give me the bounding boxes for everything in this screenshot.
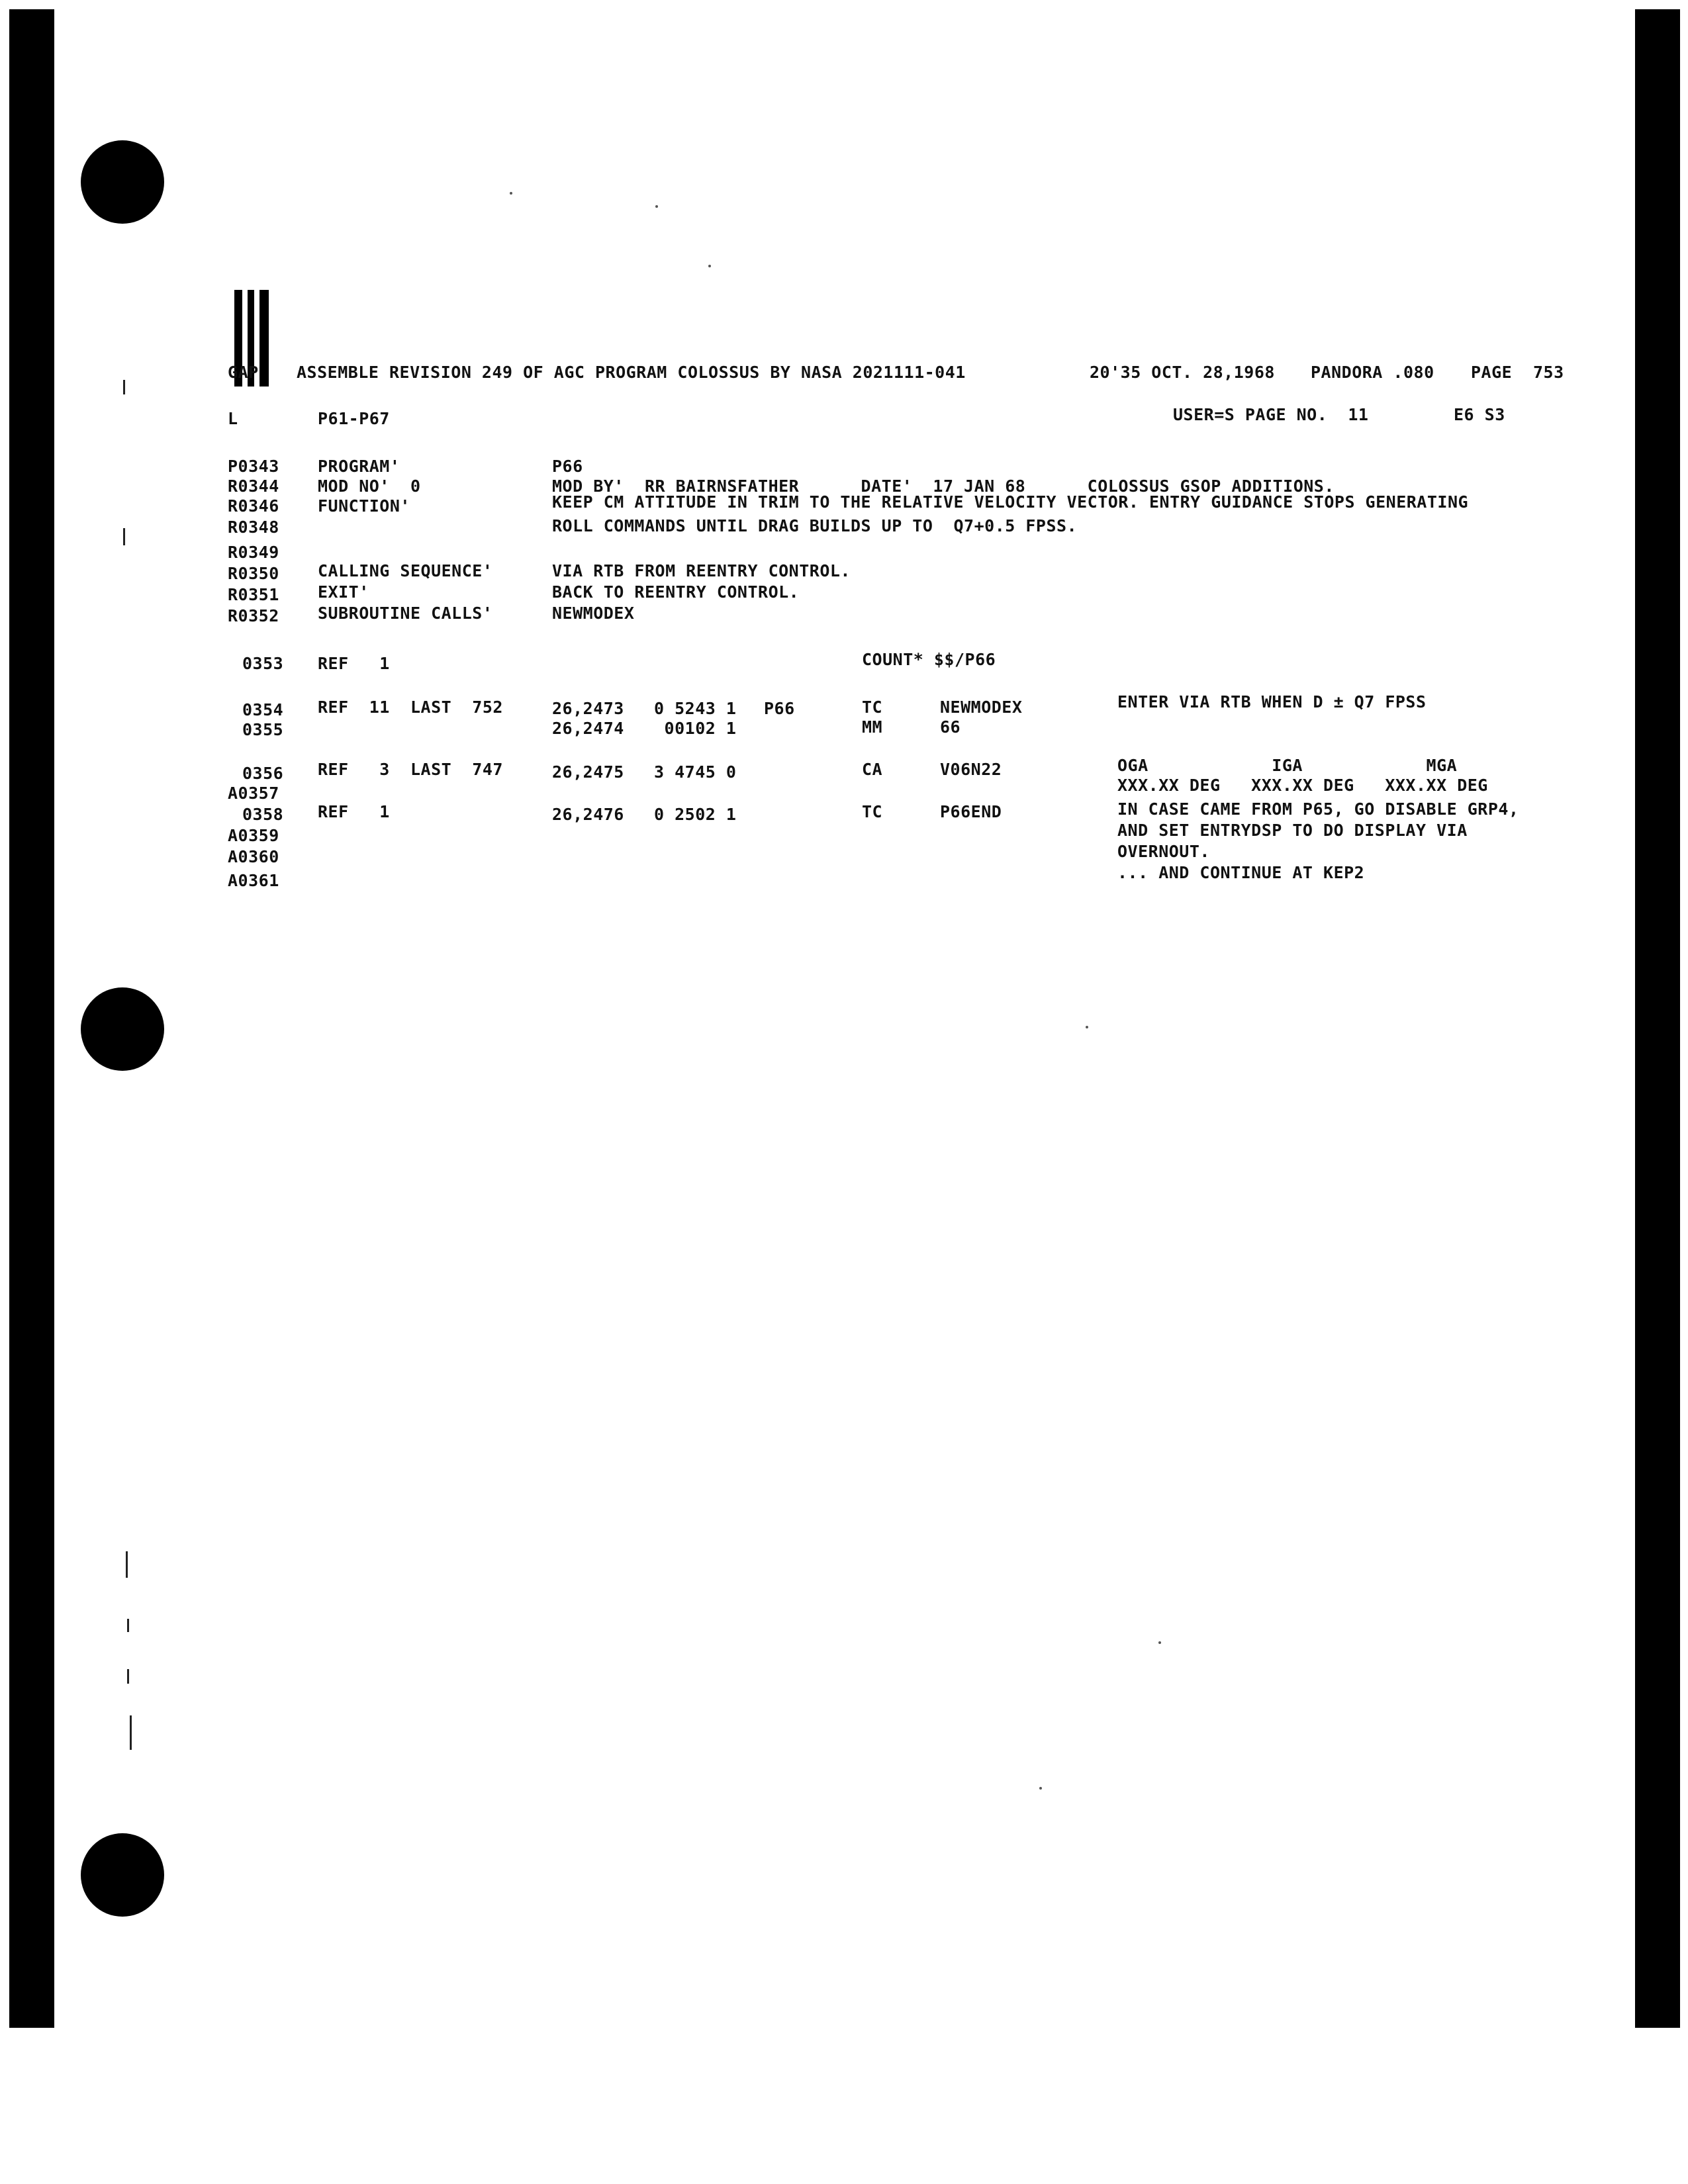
header-page-number: 753: [1533, 363, 1564, 382]
subheader-user-page: USER=S PAGE NO. 11: [1173, 405, 1369, 424]
code-operand: V06N22: [940, 760, 1002, 779]
punch-hole-top: [81, 140, 164, 224]
remark-text: MOD BY' RR BAIRNSFATHER DATE' 17 JAN 68 COLOSSUS GSOP ADDITIONS.: [552, 477, 1335, 496]
code-word: 3 4745 0: [654, 762, 737, 782]
ref-count: REF 11 LAST 752: [318, 698, 503, 717]
line-number: R0351: [228, 585, 279, 604]
ref-count: REF 1: [318, 654, 390, 673]
line-number: R0348: [228, 518, 279, 537]
code-operand: 66: [940, 717, 961, 737]
code-address: 26,2473: [552, 699, 624, 718]
code-address: 26,2476: [552, 805, 624, 824]
code-word: 0 2502 1: [654, 805, 737, 824]
remark-text: BACK TO REENTRY CONTROL.: [552, 582, 800, 602]
line-number: 0355: [242, 720, 284, 739]
remark-text: ROLL COMMANDS UNTIL DRAG BUILDS UP TO Q7+0.5 FPSS.: [552, 516, 1078, 535]
line-number: R0346: [228, 496, 279, 516]
margin-mark: [127, 1669, 129, 1684]
code-comment: AND SET ENTRYDSP TO DO DISPLAY VIA: [1117, 821, 1468, 840]
line-number: A0359: [228, 826, 279, 845]
scan-speck: [655, 205, 658, 208]
remark-text: P66: [552, 457, 583, 476]
margin-mark: [123, 528, 125, 545]
code-word: 00102 1: [654, 719, 737, 738]
code-op: TC: [862, 698, 883, 717]
code-tag: P66: [764, 699, 795, 718]
line-number: 0356: [242, 764, 284, 783]
line-number: 0353: [242, 654, 284, 673]
header-prefix: GAP: [228, 363, 259, 382]
line-number: 0358: [242, 805, 284, 824]
remark-text: NEWMODEX: [552, 604, 635, 623]
line-number: A0360: [228, 847, 279, 866]
code-op: CA: [862, 760, 883, 779]
remark-label: CALLING SEQUENCE': [318, 561, 493, 580]
scan-border-left: [9, 9, 54, 2028]
code-address: 26,2475: [552, 762, 624, 782]
line-number: A0357: [228, 784, 279, 803]
remark-text: KEEP CM ATTITUDE IN TRIM TO THE RELATIVE VELOCITY VECTOR. ENTRY GUIDANCE STOPS GENERATING: [552, 492, 1469, 512]
header-timestamp: 20'35 OCT. 28,1968: [1090, 363, 1275, 382]
remark-text: VIA RTB FROM REENTRY CONTROL.: [552, 561, 851, 580]
scan-speck: [510, 192, 512, 195]
margin-mark: [130, 1715, 132, 1750]
line-number: R0349: [228, 543, 279, 562]
punch-hole-bottom: [81, 1833, 164, 1917]
code-comment: XXX.XX DEG XXX.XX DEG XXX.XX DEG: [1117, 776, 1488, 795]
line-number: A0361: [228, 871, 279, 890]
subheader-section: P61-P67: [318, 409, 390, 428]
remark-label: PROGRAM': [318, 457, 400, 476]
header-system: PANDORA .080: [1311, 363, 1434, 382]
margin-mark: [123, 380, 125, 394]
line-number: P0343: [228, 457, 279, 476]
scan-border-right: [1635, 9, 1680, 2028]
line-number: 0354: [242, 700, 284, 719]
code-tag: COUNT* $$/P66: [862, 650, 996, 669]
remark-label: EXIT': [318, 582, 369, 602]
ref-count: REF 3 LAST 747: [318, 760, 503, 779]
code-op: MM: [862, 717, 883, 737]
code-comment: IN CASE CAME FROM P65, GO DISABLE GRP4,: [1117, 799, 1519, 819]
code-op: TC: [862, 802, 883, 821]
punch-hole-middle: [81, 987, 164, 1071]
scan-speck: [1086, 1026, 1088, 1028]
margin-mark: [126, 1551, 128, 1578]
code-comment: OGA IGA MGA: [1117, 756, 1458, 775]
code-operand: NEWMODEX: [940, 698, 1023, 717]
line-number: R0352: [228, 606, 279, 625]
line-number: R0350: [228, 564, 279, 583]
subheader-code: E6 S3: [1454, 405, 1505, 424]
ref-count: REF 1: [318, 802, 390, 821]
scan-speck: [708, 265, 711, 267]
code-operand: P66END: [940, 802, 1002, 821]
margin-mark: [127, 1619, 129, 1632]
header-page-label: PAGE: [1471, 363, 1513, 382]
code-comment: ENTER VIA RTB WHEN D ± Q7 FPSS: [1117, 692, 1427, 711]
scan-speck: [1158, 1641, 1161, 1644]
scan-speck: [1039, 1787, 1042, 1790]
code-comment: OVERNOUT.: [1117, 842, 1210, 861]
line-number: R0344: [228, 477, 279, 496]
code-word: 0 5243 1: [654, 699, 737, 718]
header-title: ASSEMBLE REVISION 249 OF AGC PROGRAM COLOSSUS BY NASA 2021111-041: [297, 363, 966, 382]
code-comment: ... AND CONTINUE AT KEP2: [1117, 863, 1365, 882]
remark-label: MOD NO' 0: [318, 477, 421, 496]
code-address: 26,2474: [552, 719, 624, 738]
remark-label: FUNCTION': [318, 496, 410, 516]
remark-label: SUBROUTINE CALLS': [318, 604, 493, 623]
subheader-type: L: [228, 409, 238, 428]
